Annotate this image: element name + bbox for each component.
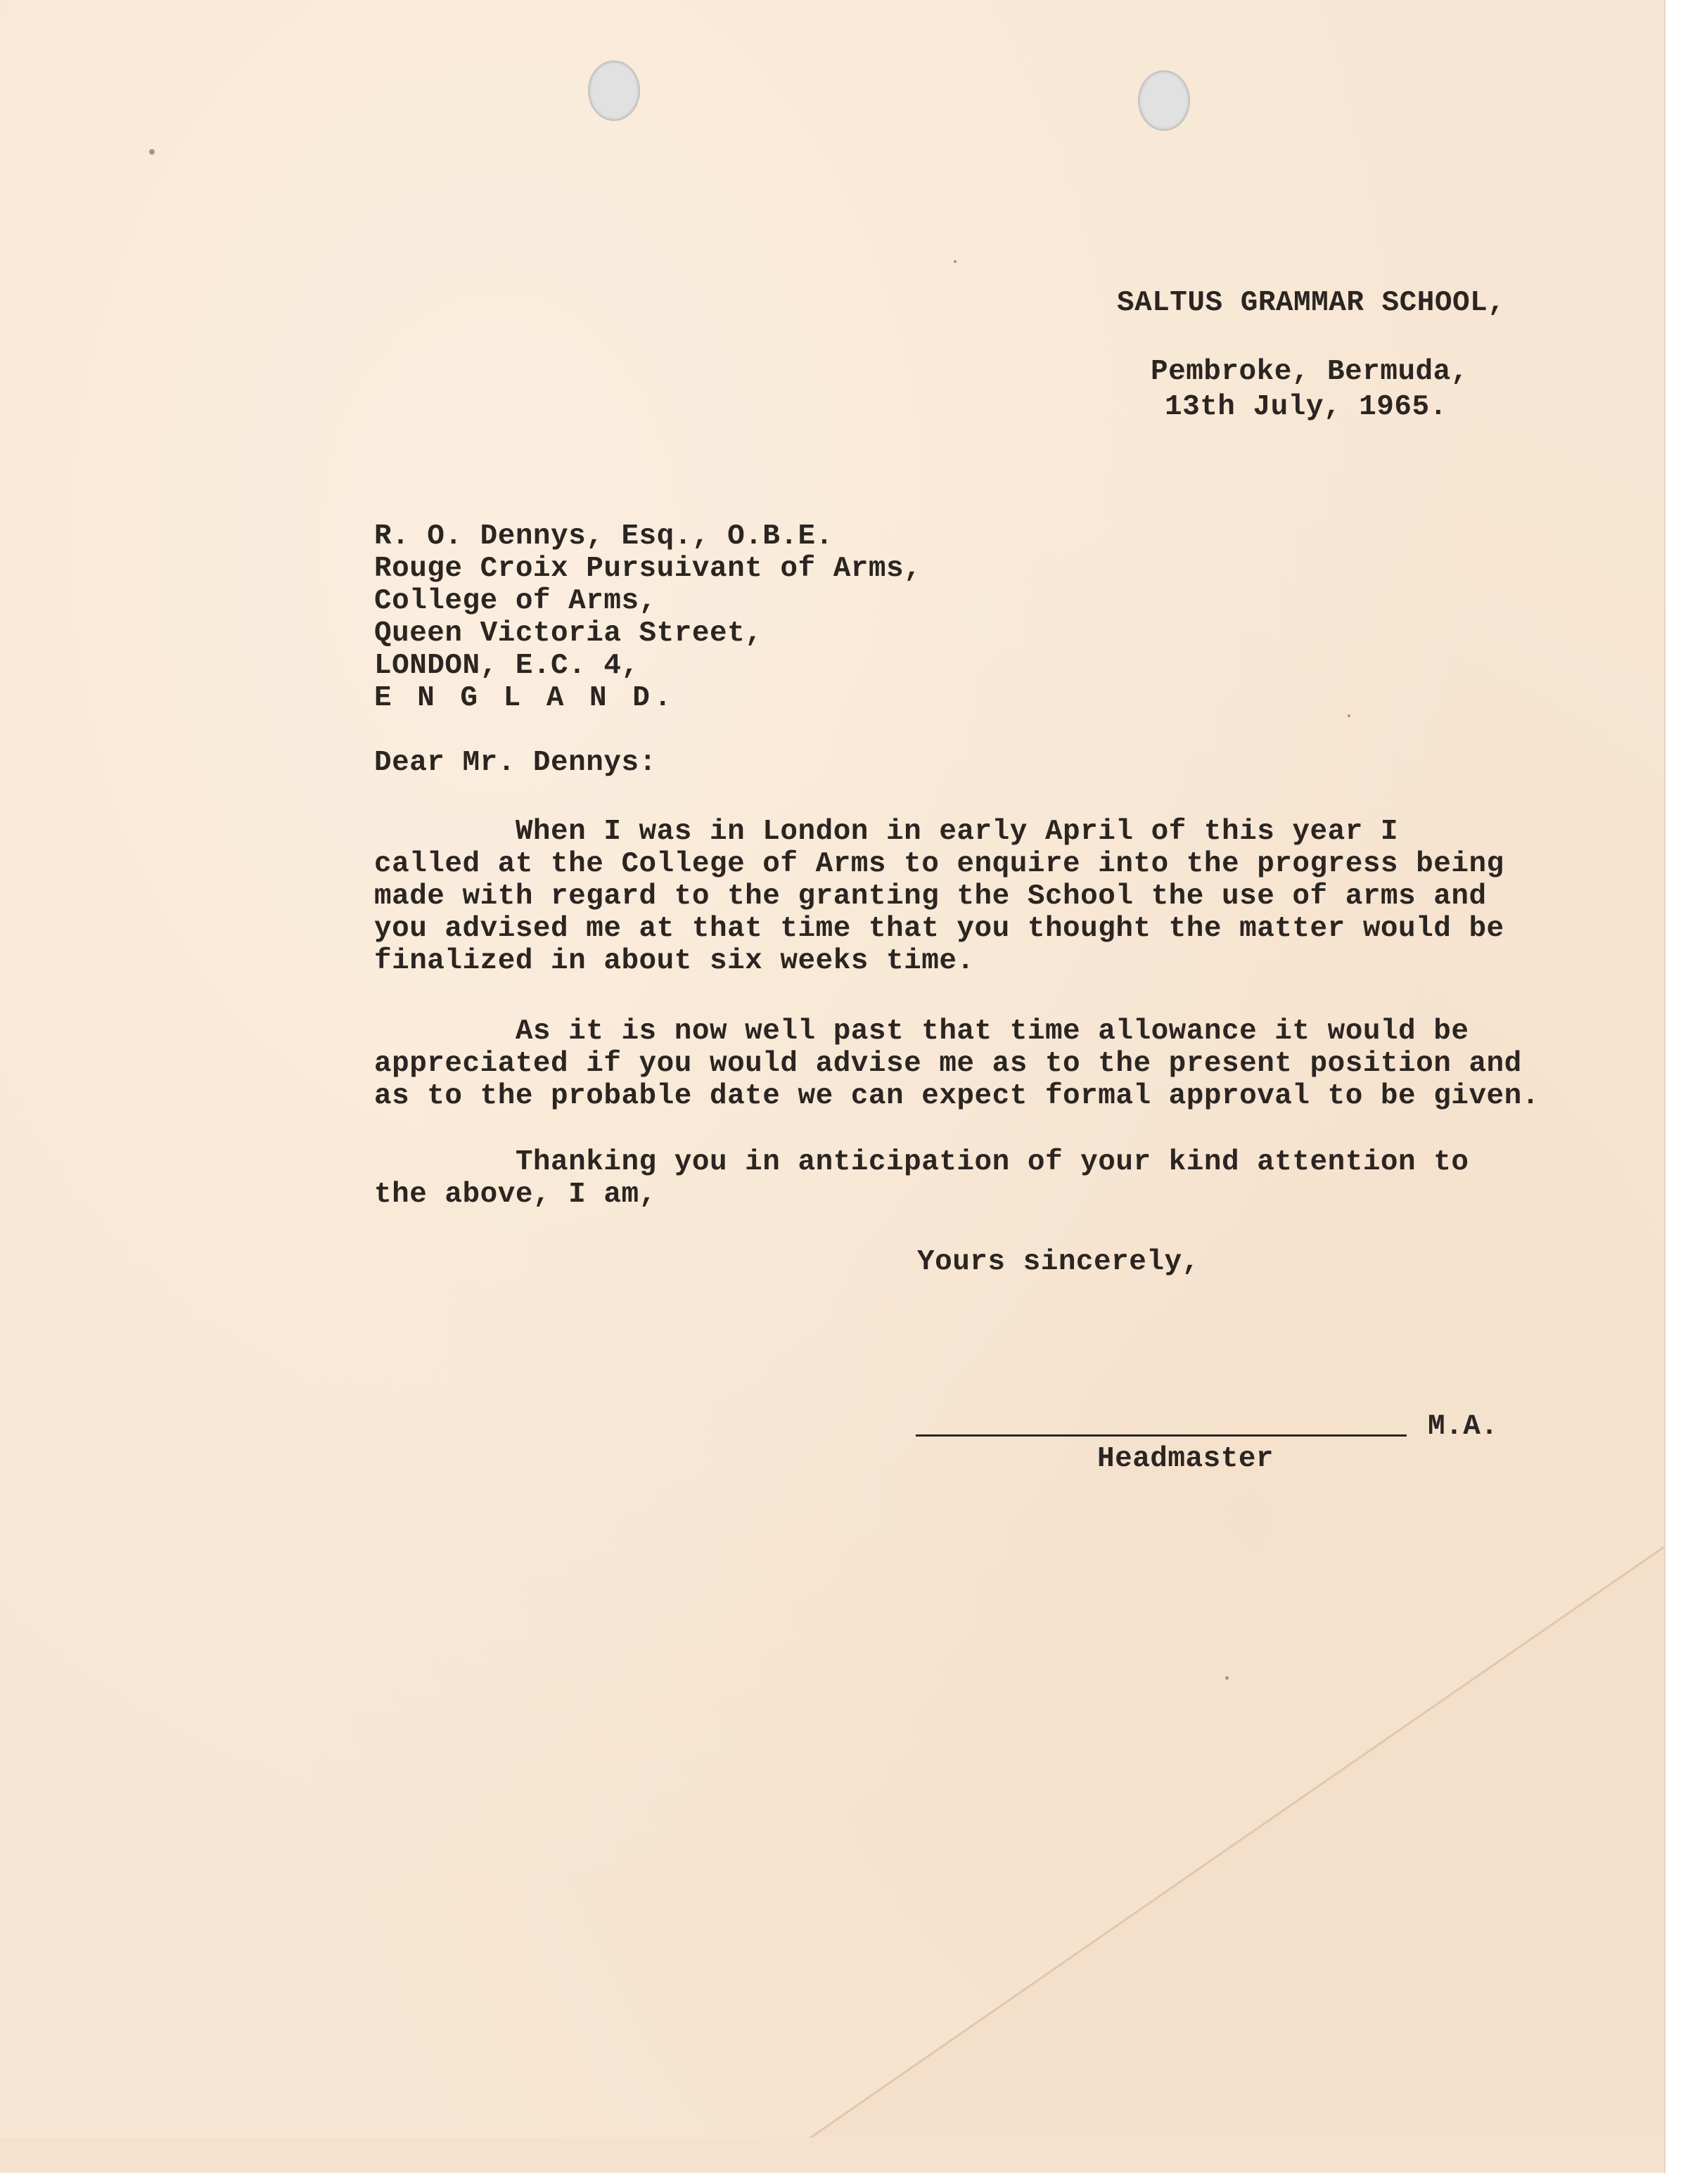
- body-line: Thanking you in anticipation of your kind attention to: [374, 1146, 1469, 1178]
- body-line: made with regard to the granting the School the use of arms and: [374, 880, 1487, 913]
- recipient-address-line: Queen Victoria Street,: [374, 617, 763, 650]
- body-line: the above, I am,: [374, 1178, 657, 1211]
- body-line: finalized in about six weeks time.: [374, 945, 975, 977]
- salutation: Dear Mr. Dennys:: [374, 747, 657, 779]
- recipient-address-line: College of Arms,: [374, 585, 657, 617]
- paper-speck: [149, 149, 155, 155]
- letter-date: 13th July, 1965.: [1165, 391, 1447, 423]
- signature-line: [916, 1434, 1407, 1437]
- body-line: as to the probable date we can expect formal approval to be given.: [374, 1080, 1540, 1112]
- punch-hole-left: [588, 60, 640, 121]
- recipient-address-line: LONDON, E.C. 4,: [374, 650, 639, 682]
- punch-hole-right: [1138, 70, 1190, 131]
- body-paragraph: [374, 1015, 1540, 1112]
- body-paragraph: [374, 816, 1504, 977]
- recipient-address-line: E N G L A N D.: [374, 682, 676, 714]
- body-line: you advised me at that time that you thought the matter would be: [374, 913, 1504, 945]
- body-paragraph: [374, 1146, 1500, 1211]
- paper-speck: [1225, 1676, 1229, 1680]
- body-line: appreciated if you would advise me as to the present position and: [374, 1048, 1522, 1080]
- letterhead-place: Pembroke, Bermuda,: [1151, 356, 1469, 388]
- body-line: called at the College of Arms to enquire into the progress being: [374, 848, 1504, 880]
- paper-speck: [954, 260, 957, 263]
- letterhead-school: SALTUS GRAMMAR SCHOOL,: [1117, 287, 1506, 319]
- signature-degree: M.A.: [1428, 1411, 1499, 1443]
- closing: Yours sincerely,: [917, 1246, 1200, 1278]
- body-line: When I was in London in early April of this year I: [374, 816, 1399, 848]
- signature-title: Headmaster: [1097, 1443, 1274, 1475]
- paper-speck: [1348, 714, 1350, 717]
- recipient-address-line: R. O. Dennys, Esq., O.B.E.: [374, 520, 833, 553]
- recipient-address-line: Rouge Croix Pursuivant of Arms,: [374, 553, 922, 585]
- body-line: As it is now well past that time allowance it would be: [374, 1015, 1469, 1048]
